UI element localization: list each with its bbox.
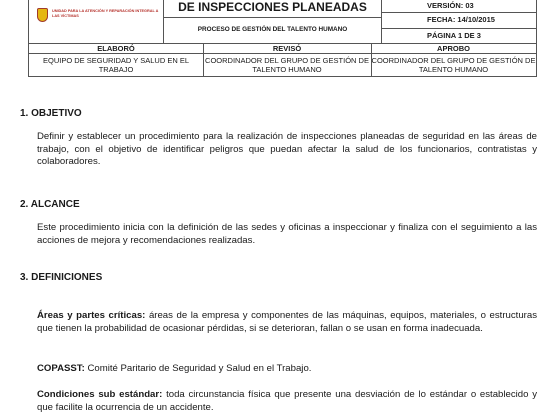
definition-term: COPASST: bbox=[37, 363, 85, 374]
logo-text: UNIDAD PARA LA ATENCIÓN Y REPARACIÓN INTEGRAL A LAS VÍCTIMAS bbox=[52, 9, 159, 18]
aprobo-value: COORDINADOR DEL GRUPO DE GESTIÓN DE TALENTO HUMANO bbox=[371, 53, 537, 77]
definition-term: Condiciones sub estándar: bbox=[37, 389, 163, 400]
page-label: PÁGINA 1 DE 3 bbox=[381, 28, 537, 44]
reviso-value: COORDINADOR DEL GRUPO DE GESTIÓN DE TALENTO HUMANO bbox=[203, 53, 372, 77]
objetivo-text: Definir y establecer un procedimiento para la realización de inspecciones planeadas de seguridad en las áreas de trabajo, con el objetivo de identificar peligros que puedan afectar la salud de los funcionarios, contratistas y colaboradores. bbox=[37, 131, 537, 168]
reviso-header: REVISÓ bbox=[203, 43, 372, 54]
process-name: PROCESO DE GESTIÓN DEL TALENTO HUMANO bbox=[164, 17, 382, 44]
elaboro-value: EQUIPO DE SEGURIDAD Y SALUD EN EL TRABAJO bbox=[28, 53, 204, 77]
definition-text: toda circunstancia física que presente una desviación de lo estándar o establecido y que facilite la ocurrencia de un accidente. bbox=[37, 389, 538, 413]
date-label: FECHA: 14/10/2015 bbox=[381, 12, 537, 29]
alcance-text: Este procedimiento inicia con la definición de las sedes y oficinas a inspeccionar y finaliza con el seguimiento a las acciones de mejora y recomendaciones realizadas. bbox=[37, 222, 537, 246]
aprobo-header: APROBO bbox=[371, 43, 537, 54]
definition-item bbox=[37, 363, 537, 376]
section-alcance-title: 2. ALCANCE bbox=[20, 199, 80, 210]
definition-item bbox=[37, 310, 537, 335]
definition-term: Áreas y partes críticas: bbox=[37, 310, 146, 321]
coat-of-arms-icon bbox=[37, 8, 48, 22]
document-title: DE INSPECCIONES PLANEADAS bbox=[164, 0, 382, 18]
logo-cell bbox=[28, 0, 164, 44]
definition-text: Comité Paritario de Seguridad y Salud en el Trabajo. bbox=[84, 363, 312, 374]
section-objetivo-title: 1. OBJETIVO bbox=[20, 108, 82, 119]
elaboro-header: ELABORÓ bbox=[28, 43, 204, 54]
definition-text: áreas de la empresa y componentes de las máquinas, equipos, materiales, o estructuras que tienen la probabilidad de ocasionar pérdidas, si se deterioran, fallan o se usan en forma inadecuada. bbox=[37, 310, 537, 334]
section-definiciones-title: 3. DEFINICIONES bbox=[20, 272, 103, 283]
definition-item bbox=[37, 389, 537, 414]
version-label: VERSIÓN: 03 bbox=[381, 0, 537, 13]
